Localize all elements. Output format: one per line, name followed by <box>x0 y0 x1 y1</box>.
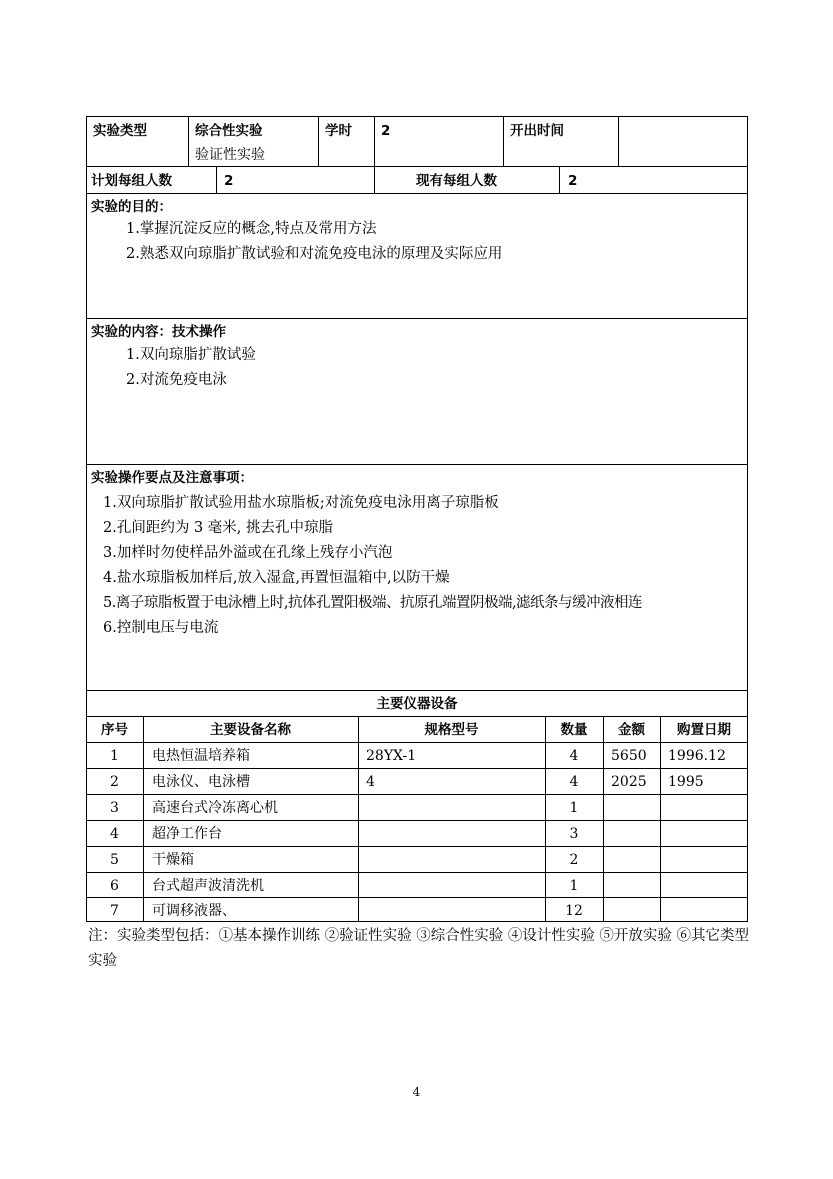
rule <box>618 116 619 167</box>
purpose-title: 实验的目的： <box>91 199 172 215</box>
notes-item: 4.盐水琼脂板加样后,放入湿盒,再置恒温箱中,以防干燥 <box>103 570 450 586</box>
current-group-size-value: 2 <box>568 173 578 189</box>
rule <box>660 716 661 922</box>
page-number: 4 <box>412 1085 421 1099</box>
rule <box>216 166 217 194</box>
notes-item: 5.离子琼脂板置于电泳槽上时,抗体孔置阳极端、抗原孔端置阴极端,滤纸条与缓冲液相连 <box>103 595 643 611</box>
current-group-size-label: 现有每组人数 <box>416 173 497 189</box>
rule <box>318 116 319 167</box>
row-quantity: 4 <box>569 774 579 790</box>
row-model: 28YX-1 <box>366 748 417 764</box>
row-index: 5 <box>110 852 119 868</box>
rule <box>358 716 359 922</box>
hours-value: 2 <box>381 123 391 139</box>
rule <box>559 166 560 194</box>
row-name: 超净工作台 <box>152 826 222 842</box>
rule <box>86 193 748 194</box>
rule <box>86 318 748 319</box>
row-amount: 2025 <box>611 774 647 790</box>
footnote: 注：实验类型包括：①基本操作训练 ②验证性实验 ③综合性实验 ④设计性实验 ⑤开放实验 ⑥其它类型实验 <box>88 928 750 969</box>
row-name: 台式超声波清洗机 <box>152 878 264 894</box>
row-index: 1 <box>110 748 119 764</box>
rule <box>86 768 748 769</box>
rule <box>374 166 375 194</box>
open-time-label: 开出时间 <box>510 123 564 139</box>
rule <box>86 742 748 743</box>
rule <box>86 897 748 898</box>
row-name: 可调移液器、 <box>152 903 236 919</box>
column-header-quantity: 数量 <box>560 722 588 738</box>
row-model: 4 <box>366 774 375 790</box>
rule <box>188 116 189 167</box>
experiment-type-label: 实验类型 <box>93 123 147 139</box>
row-name: 电泳仪、电泳槽 <box>152 774 250 790</box>
rule <box>503 116 504 167</box>
rule <box>86 464 748 465</box>
row-quantity: 12 <box>565 903 583 919</box>
rule <box>603 716 604 922</box>
row-index: 4 <box>110 826 119 842</box>
row-date: 1995 <box>668 774 704 790</box>
notes-title: 实验操作要点及注意事项： <box>91 470 253 486</box>
rule <box>374 116 375 167</box>
row-index: 7 <box>110 903 119 919</box>
row-index: 2 <box>110 774 119 790</box>
rule <box>86 690 748 691</box>
column-header-purchase-date: 购置日期 <box>677 722 731 738</box>
row-quantity: 1 <box>569 800 579 816</box>
rule <box>86 166 748 167</box>
row-name: 电热恒温培养箱 <box>152 748 250 764</box>
rule <box>86 716 748 717</box>
rule <box>86 846 748 847</box>
planned-group-size-value: 2 <box>224 173 234 189</box>
row-quantity: 2 <box>569 852 579 868</box>
notes-item: 6.控制电压与电流 <box>103 620 219 636</box>
notes-item: 3.加样时勿使样品外溢或在孔缘上残存小汽泡 <box>103 545 393 561</box>
column-header-model: 规格型号 <box>424 722 479 738</box>
row-date: 1996.12 <box>668 748 726 764</box>
content-title: 实验的内容：技术操作 <box>91 324 226 340</box>
row-quantity: 1 <box>569 878 579 894</box>
equipment-title: 主要仪器设备 <box>376 696 458 712</box>
row-index: 6 <box>110 878 119 894</box>
column-header-amount: 金额 <box>618 722 645 738</box>
row-index: 3 <box>110 800 119 816</box>
rule <box>86 872 748 873</box>
notes-item: 2.孔间距约为 3 毫米, 挑去孔中琼脂 <box>103 520 333 536</box>
column-header-name: 主要设备名称 <box>210 722 291 738</box>
planned-group-size-label: 计划每组人数 <box>91 173 172 189</box>
experiment-type-value: 综合性实验 <box>195 123 263 139</box>
row-amount: 5650 <box>611 748 647 764</box>
hours-label: 学时 <box>325 123 352 139</box>
purpose-item: 2.熟悉双向琼脂扩散试验和对流免疫电泳的原理及实际应用 <box>126 246 503 262</box>
content-item: 1.双向琼脂扩散试验 <box>126 347 256 363</box>
column-header-index: 序号 <box>101 722 128 738</box>
rule <box>143 716 144 922</box>
row-name: 干燥箱 <box>152 852 194 868</box>
content-item: 2.对流免疫电泳 <box>126 372 227 388</box>
row-name: 高速台式冷冻离心机 <box>152 800 278 816</box>
notes-item: 1.双向琼脂扩散试验用盐水琼脂板;对流免疫电泳用离子琼脂板 <box>103 495 499 511</box>
rule <box>86 820 748 821</box>
rule <box>86 794 748 795</box>
experiment-type-value-alt: 验证性实验 <box>195 147 265 163</box>
purpose-item: 1.掌握沉淀反应的概念,特点及常用方法 <box>126 221 377 237</box>
row-quantity: 4 <box>569 748 579 764</box>
row-quantity: 3 <box>569 826 579 842</box>
